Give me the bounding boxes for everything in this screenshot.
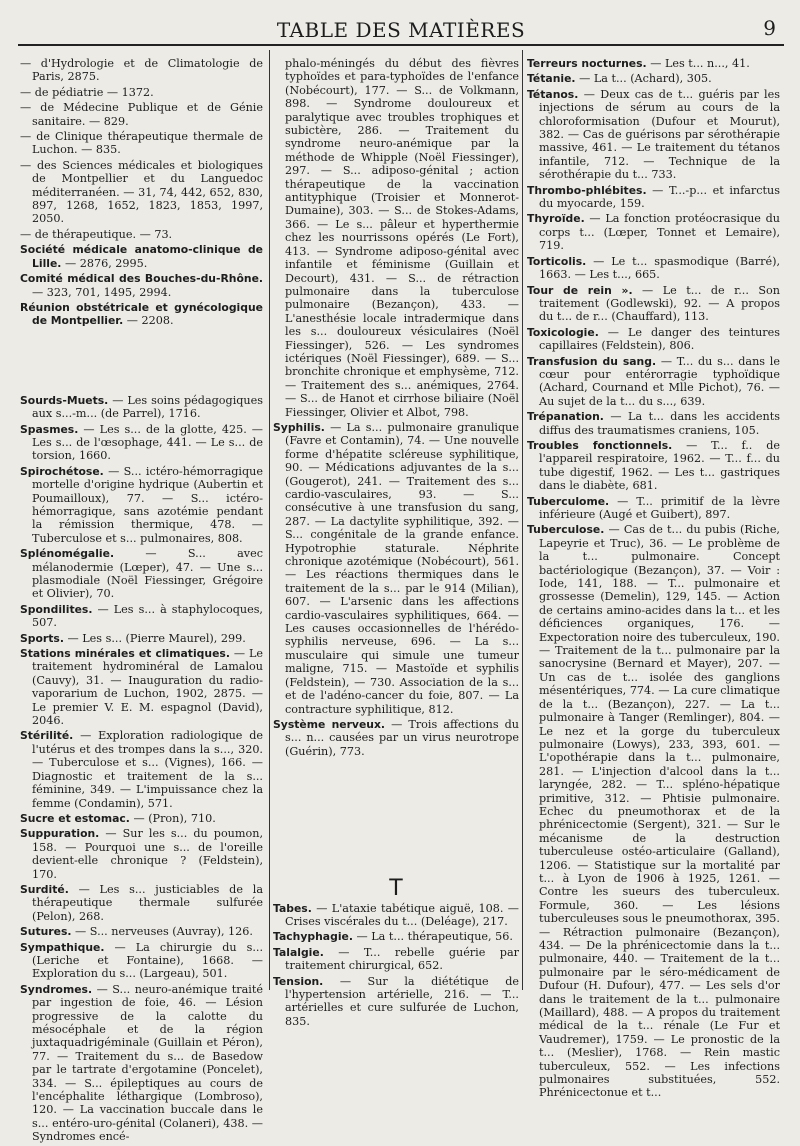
- entry-headword: Transfusion du sang.: [527, 354, 657, 368]
- entry-continuation: phalo-méningés du début des fièvres typhoïdes et para-typhoïdes de l'enfance (Nobécourt), 177. — S... de Volkmann, 898. — Syndrome douloureux et paralytique avec troubles trophiques et subictère, 286. — Traitement du syndrome neuro-anémique par la méthode de Whipple (Noël Fiessinger), 297. — S... adiposo-génital ; action thérapeutique de la vaccination antityphique (Troisier et Monnerot-Dumaine), 303. — S... de Stokes-Adams, 366. — Le s... pâleur et hyperthermie chez les nourrissons opérés (Le Fort), 413. — Syndrome adiposo-génital avec infantile et féminisme (Guillain et Decourt), 431. — S... de rétraction pulmonaire dans la tuberculose pulmonaire (Bezançon), 433. — L'anesthésie locale intradermique dans les s... douloureux vésiculaires (Noël Fiessinger), 526. — Les syndromes ictériques (Noël Fiessinger), 689. — S... bronchite chronique et emphysème, 712. — Traitement des s... anémiques, 2764. — S... de Hanot et cirrhose biliaire (Noël Fiessinger, Olivier et Albot, 798.: [285, 57, 519, 419]
- entry-text: — La s... pulmonaire granulique (Favre et Contamin), 74. — Une nouvelle forme d'hépatite scléreuse syphilitique, 90. — Médications adjuvantes de la s... (Gougerot), 241. — Traitement des s... cardio-vasculaires, 93. — S... consécutive à une transfusion du sang, 287. — La dactylite syphilitique, 392. — S... congénitale de la grande enfance. Hypotrophie staturale. Néphrite chronique azotémique (Nobécourt), 561. — Les réactions thermiques dans le traitement de la s... par le 914 (Milian), 607. — L'arsenic dans les affections cardio-vasculaires syphilitiques, 664. — Les causes occasionnelles de l'hérédo-syphilis nerveuse, 696. — La s... musculaire qui simule une tumeur maligne, 715. — Mastoïde et syphilis (Feldstein), — 730. Association de la s... et de l'adéno-cancer du foie, 807. — La contracture syphilitique, 812.: [285, 420, 519, 716]
- index-entry: [527, 184, 780, 211]
- entry-headword: Syphilis.: [273, 420, 325, 434]
- entry-headword: Tétanie.: [527, 72, 576, 86]
- entry-text: — T...-p... et infarctus du myocarde, 159.: [539, 183, 780, 211]
- entry-text: — Le t... spasmodique (Barré), 1663. — Les t..., 665.: [539, 254, 780, 282]
- entry-text: — Cas de t... du pubis (Riche, Lapeyrie et Truc), 36. — Le problème de la t... pulmonaire. Concept bactériologique (Bezançon), 37. — Voir : Iode, 141, 188. — T... pulmonaire et grossesse (Demelin), 129, 145. — Action de certains amino-acides dans la t... et les déficiences organiques, 176. — Expectoration noire des tuberculeux, 190. — Traitement de la t... pulmonaire par la sanocrysine (Bernard et Mayer), 207. — Un cas de t... isolée des ganglions mésentériques, 774. — La cure climatique de la t... (Bezançon), 227. — La t... pulmonaire à Tanger (Remlinger), 804. — Le nez et la gorge du tuberculeux pulmonaire (Lowys), 233, 393, 601. — L'opothérapie dans la t... pulmonaire, 281. — L'injection d'alcool dans la t... laryngée, 282. — T... spléno-hépatique primitive, 312. — Phtisie pulmonaire. Echec du pneumothorax et de la phrénicectomie (Sergent), 321. — Sur le mécanisme de la destruction tuberculeuse ostéo-articulaire (Galland), 1206. — Statistique sur la mortalité par t... à Lyon de 1906 à 1925, 1261. — Contre les sueurs des tuberculeux. Formule, 360. — Les lésions tuberculeuses sous le pneumothorax, 395. — Rétraction pulmonaire (Bezançon), 434. — De la phrénicectomie dans la t... pulmonaire, 440. — Traitement de la t... pulmonaire par le séro-médicament de Dufour (H. Dufour), 477. — Les sels d'or dans le traitement de la t... pulmonaire (Maillard), 488. — A propos du traitement médical de la t... rénale (Le Fur et Vaudremer), 1759. — Le pronostic de la t... (Meslier), 1768. — Rein mastic tuberculeux, 552. — Les infections pulmonaires substituées, 552. Phrénicectonue et t...: [539, 523, 780, 1100]
- entry-headword: Stérilité.: [20, 729, 74, 743]
- index-entry: [527, 523, 780, 1099]
- index-entry: [20, 57, 263, 84]
- entry-text: — S... avec mélanodermie (Lœper), 47. — Une s... plasmodiale (Noël Fiessinger, Grégoire et Olivier), 70.: [32, 547, 263, 601]
- entry-text: — S... ictéro-hémorragique mortelle d'origine hydrique (Aubertin et Poumailloux), 77. — S... ictéro-hémorragique, sans azotémie pendant la rémission thermique, 478. — Tuberculose et s... pulmonaires, 808.: [32, 464, 263, 545]
- entry-text: — Sur la diététique de l'hypertension artérielle, 216. — T... artérielles et cure sulfurée de Luchon, 835.: [285, 974, 519, 1028]
- entry-headword: Tuberculome.: [527, 494, 610, 508]
- index-column-2: [273, 57, 519, 1030]
- entry-headword: Sourds-Muets.: [20, 393, 109, 407]
- entry-text: — T... primitif de la lèvre inférieure (Augé et Guibert), 897.: [539, 494, 780, 521]
- entry-text: — de thérapeutique. — 73.: [20, 227, 173, 241]
- index-entry: [20, 925, 263, 938]
- entry-text: — Deux cas de t... guéris par les injections de sérum au cours de la chloroformisation (Dufour et Mourut), 382. — Cas de guérisons par sérothérapie massive, 461. — Le traitement du tétanos infantile, 712. — Technique de la sérothérapie du t... 733.: [539, 87, 780, 182]
- entry-headword: Tabes.: [273, 901, 312, 915]
- index-entry: [527, 355, 780, 409]
- section-spacer: [273, 760, 519, 878]
- page-number: 9: [763, 16, 776, 40]
- index-entry: [20, 729, 263, 809]
- entry-text: — 2208.: [123, 314, 174, 328]
- entry-text: — (Pron), 710.: [129, 811, 216, 825]
- entry-text: — de Médecine Publique et de Génie sanitaire. — 829.: [20, 101, 263, 128]
- entry-headword: Trépanation.: [527, 410, 604, 424]
- entry-text: — T... rebelle guérie par traitement chirurgical, 652.: [285, 945, 519, 973]
- index-entry: [20, 941, 263, 981]
- entry-headword: Suppuration.: [20, 827, 100, 841]
- index-entry: [273, 902, 519, 929]
- index-entry: [527, 326, 780, 353]
- index-entry: [20, 243, 263, 270]
- index-entry: [20, 827, 263, 881]
- entry-headword: Torticolis.: [527, 254, 587, 268]
- entry-text: — d'Hydrologie et de Climatologie de Paris, 2875.: [20, 57, 263, 84]
- entry-text: — de pédiatrie — 1372.: [20, 85, 154, 99]
- entry-text: — T... du s... dans le cœur pour entérorragie typhoïdique (Achard, Cournand et Mlle Pichot), 76. — Au sujet de la t... du s..., 639.: [539, 354, 781, 408]
- entry-headword: Société médicale anatomo-clinique de Lille.: [20, 243, 263, 270]
- entry-headword: Sports.: [20, 631, 64, 645]
- index-entry: [20, 101, 263, 128]
- index-entry: [527, 212, 780, 252]
- index-entry: [273, 930, 519, 943]
- entry-text: — T... f.. de l'appareil respiratoire, 1962. — T... f... du tube digestif, 1962. — Les t... gastriques dans le diabète, 681.: [539, 438, 780, 493]
- entry-text: — Les s... à staphylocoques, 507.: [32, 602, 263, 630]
- entry-headword: Tachyphagie.: [273, 930, 353, 944]
- index-entry: [20, 423, 263, 463]
- entry-headword: Tuberculose.: [527, 523, 605, 537]
- entry-text: — Le traitement hydrominéral de Lamalou (Cauvy), 31. — Inauguration du radio-vaporarium de Luchon, 1902, 2875. — Le premier V. E. M. espagnol (David), 2046.: [32, 647, 263, 728]
- entry-text: — La t... thérapeutique, 56.: [352, 930, 513, 944]
- entry-text: — 2876, 2995.: [61, 256, 148, 270]
- index-entry: [527, 284, 780, 324]
- entry-headword: Troubles fonctionnels.: [527, 438, 673, 452]
- entry-headword: Tour de rein ».: [527, 283, 633, 297]
- index-entry: [527, 255, 780, 282]
- entry-text: — La t... (Achard), 305.: [575, 72, 712, 86]
- entry-headword: Toxicologie.: [527, 325, 599, 339]
- entry-text: — 323, 701, 1495, 2994.: [32, 285, 172, 299]
- entry-text: — Le danger des teintures capillaires (Feldstein), 806.: [539, 325, 780, 353]
- entry-text: — S... nerveuses (Auvray), 126.: [71, 925, 253, 939]
- index-entry: [20, 603, 263, 630]
- index-entry: [20, 632, 263, 645]
- entry-text: — Les s... (Pierre Maurel), 299.: [63, 631, 246, 645]
- index-entry: [20, 812, 263, 825]
- index-entry: [20, 647, 263, 727]
- section-letter: T: [389, 876, 403, 902]
- index-entry: [273, 57, 519, 419]
- column-divider: [269, 50, 270, 990]
- index-entry: [20, 547, 263, 601]
- entry-headword: Talalgie.: [273, 945, 324, 959]
- index-entry: [20, 301, 263, 328]
- index-entry: [20, 883, 263, 923]
- index-entry: [273, 421, 519, 716]
- entry-headword: Syndromes.: [20, 982, 93, 996]
- index-entry: [527, 72, 780, 85]
- entry-headword: Réunion obstétricale et gynécologique de Montpellier.: [20, 300, 263, 328]
- entry-headword: Tension.: [273, 974, 324, 988]
- index-column-1: [20, 57, 263, 1146]
- index-entry: [527, 410, 780, 437]
- entry-text: — Trois affections du s... n... causées par un virus neurotrope (Guérin), 773.: [285, 717, 519, 758]
- entry-headword: Stations minérales et climatiques.: [20, 647, 230, 661]
- entry-text: — L'ataxie tabétique aiguë, 108. — Crises viscérales du t... (Deléage), 217.: [285, 901, 519, 928]
- entry-text: — Exploration radiologique de l'utérus et des trompes dans la s..., 320. — Tuberculose et s... (Vignes), 166. — Diagnostic et traitement de la s... féminine, 349. — L'impuissance chez la femme (Condamin), 571.: [32, 729, 263, 810]
- index-entry: [273, 718, 519, 758]
- entry-headword: Terreurs nocturnes.: [527, 57, 647, 70]
- index-entry: [20, 272, 263, 299]
- entry-text: — Sur les s... du poumon, 158. — Pourquoi une s... de l'oreille devient-elle chronique ? (Feldstein), 170.: [32, 827, 263, 881]
- entry-text: — de Clinique thérapeutique thermale de Luchon. — 835.: [20, 130, 263, 157]
- index-entry: [20, 983, 263, 1144]
- index-entry: [527, 57, 780, 70]
- section-spacer: [20, 330, 263, 394]
- running-title: TABLE DES MATIÈRES: [276, 18, 526, 42]
- index-entry: [20, 228, 263, 241]
- entry-headword: Splénomégalie.: [20, 547, 115, 561]
- index-entry: [20, 130, 263, 157]
- entry-text: — Les t... n..., 41.: [646, 57, 750, 70]
- index-entry: [527, 495, 780, 522]
- entry-text: — La t... dans les accidents diffus des traumatismes craniens, 105.: [539, 410, 780, 437]
- entry-headword: Sympathique.: [20, 940, 105, 954]
- index-entry: [273, 946, 519, 973]
- entry-text: — Les s... de la glotte, 425. — Les s... de l'œsophage, 441. — Le s... de torsion, 1660.: [32, 422, 263, 463]
- entry-headword: Tétanos.: [527, 87, 579, 101]
- index-entry: [20, 394, 263, 421]
- entry-headword: Surdité.: [20, 882, 69, 896]
- entry-headword: Spasmes.: [20, 422, 79, 436]
- entry-text: — La fonction protéocrasique du corps t... (Lœper, Tonnet et Lemaire), 719.: [539, 212, 780, 253]
- entry-headword: Système nerveux.: [273, 717, 386, 731]
- entry-headword: Thyroïde.: [527, 212, 585, 226]
- column-divider: [522, 50, 523, 990]
- entry-headword: Comité médical des Bouches-du-Rhône.: [20, 272, 263, 286]
- entry-text: — Le t... de r... Son traitement (Godlewski), 92. — A propos du t... de r... (Chauffard), 113.: [539, 283, 780, 324]
- index-entry: [20, 86, 263, 99]
- entry-text: — Les soins pédagogiques aux s...-m... (de Parrel), 1716.: [32, 393, 263, 421]
- entry-headword: Spirochétose.: [20, 464, 104, 478]
- index-entry: [527, 439, 780, 493]
- entry-headword: Sutures.: [20, 925, 72, 939]
- index-column-3: [527, 57, 780, 1102]
- entry-text: — La chirurgie du s... (Leriche et Fontaine), 1668. — Exploration du s... (Largeau), 501.: [32, 940, 263, 981]
- index-entry: [273, 975, 519, 1029]
- entry-text: — des Sciences médicales et biologiques de Montpellier et du Languedoc méditerranéen. — 31, 74, 442, 652, 830, 897, 1268, 1652, 1823, 1853, 1997, 2050.: [20, 158, 263, 226]
- index-entry: [527, 88, 780, 182]
- index-entry: [20, 159, 263, 226]
- index-entry: [20, 465, 263, 545]
- entry-text: — Les s... justiciables de la thérapeutique thermale sulfurée (Pelon), 268.: [32, 882, 263, 923]
- entry-headword: Thrombo-phlébites.: [527, 183, 647, 197]
- entry-headword: Spondilites.: [20, 602, 93, 616]
- page-header: [18, 14, 784, 46]
- entry-text: — S... neuro-anémique traité par ingestion de foie, 46. — Lésion progressive de la calotte du mésocéphale et de la région juxtaquadrigéminale (Guillain et Péron), 77. — Traitement du s... de Basedow par le tartrate d'ergotamine (Poncelet), 334. — S... épileptiques au cours de l'encéphalite léthargique (Lombroso), 120. — La vaccination buccale dans le s... entéro-uro-génital (Colaneri), 438. — Syndromes encé-: [32, 982, 263, 1144]
- entry-headword: Sucre et estomac.: [20, 811, 130, 825]
